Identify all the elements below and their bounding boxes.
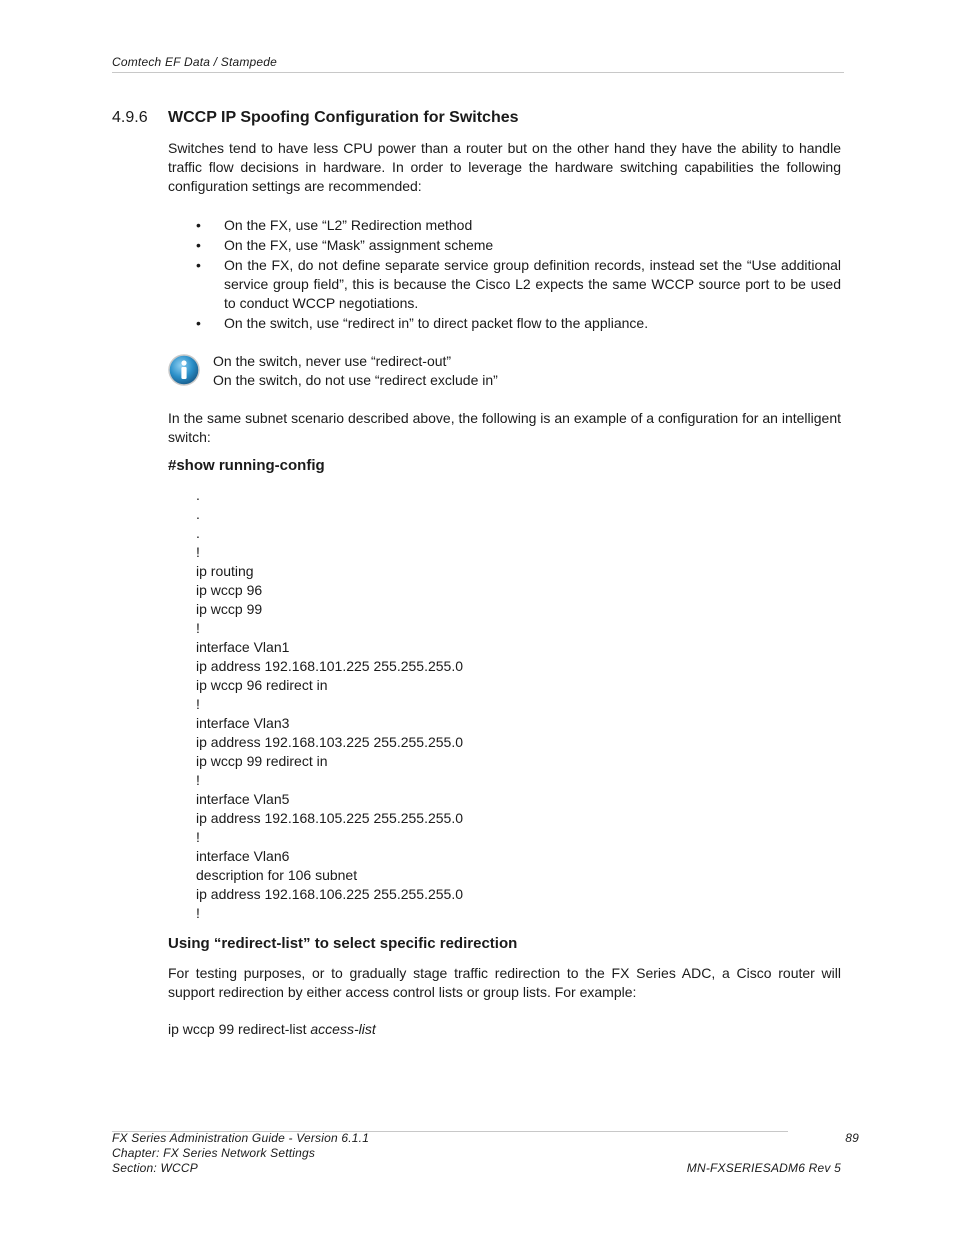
config-line: ip address 192.168.105.225 255.255.255.0 bbox=[196, 810, 464, 826]
config-listing bbox=[196, 486, 463, 923]
page-header: Comtech EF Data / Stampede bbox=[112, 55, 278, 69]
config-line: . bbox=[196, 525, 200, 541]
page-number: 89 bbox=[845, 1131, 859, 1145]
config-line: interface Vlan5 bbox=[196, 791, 290, 807]
info-icon bbox=[168, 354, 200, 386]
config-line: ip address 192.168.103.225 255.255.255.0 bbox=[196, 734, 464, 750]
config-line: ! bbox=[196, 544, 200, 560]
note-line: On the switch, never use “redirect-out” bbox=[213, 353, 452, 369]
config-line: ip wccp 96 redirect in bbox=[196, 677, 328, 693]
config-line: ! bbox=[196, 696, 200, 712]
example-intro-paragraph: In the same subnet scenario described above, the following is an example of a configuration for an intelligent switch: bbox=[168, 410, 841, 445]
example-command-text: ip wccp 99 redirect-list bbox=[168, 1021, 311, 1037]
config-line: ! bbox=[196, 905, 200, 921]
config-line: . bbox=[196, 506, 200, 522]
intro-paragraph: Switches tend to have less CPU power than a router but on the other hand they have the ability to handle traffic flow decisions in hardware. In order to leverage the hardware switching capabilities the following configuration settings are recommended: bbox=[168, 140, 841, 194]
config-line: ! bbox=[196, 829, 200, 845]
section-heading bbox=[112, 109, 519, 127]
config-heading: #show running-config bbox=[168, 457, 325, 474]
redirect-heading: Using “redirect-list” to select specific redirection bbox=[168, 935, 518, 952]
footer-chapter: Chapter: FX Series Network Settings bbox=[112, 1146, 316, 1160]
section-number: 4.9.6 bbox=[112, 109, 148, 126]
config-line: ip wccp 96 bbox=[196, 582, 263, 598]
footer-section: Section: WCCP bbox=[112, 1161, 198, 1175]
list-item: • On the FX, use “L2” Redirection method bbox=[168, 216, 841, 235]
config-line: description for 106 subnet bbox=[196, 867, 358, 883]
recommendation-list bbox=[168, 216, 841, 334]
document-id: MN-FXSERIESADM6 Rev 5 bbox=[686, 1161, 841, 1175]
example-command-arg: access-list bbox=[310, 1021, 376, 1037]
list-item: • On the switch, use “redirect in” to direct packet flow to the appliance. bbox=[168, 314, 841, 333]
config-line: ip wccp 99 redirect in bbox=[196, 753, 328, 769]
config-line: ip address 192.168.101.225 255.255.255.0 bbox=[196, 658, 464, 674]
config-line: . bbox=[196, 487, 200, 503]
config-line: interface Vlan3 bbox=[196, 715, 290, 731]
note-line: On the switch, do not use “redirect exclude in” bbox=[213, 372, 498, 388]
note-callout bbox=[213, 352, 498, 390]
section-title: WCCP IP Spoofing Configuration for Switches bbox=[168, 109, 519, 126]
config-line: ip routing bbox=[196, 563, 254, 579]
config-line: ! bbox=[196, 620, 200, 636]
example-command bbox=[168, 1021, 376, 1037]
footer-guide: FX Series Administration Guide - Version 6.1.1 bbox=[112, 1131, 370, 1145]
list-item: • On the FX, use “Mask” assignment scheme bbox=[168, 236, 841, 255]
list-item: • On the FX, do not define separate service group definition records, instead set the “Use additional service group field”, this is because the Cisco L2 expects the same WCCP source port to be used to conduct WCCP negotiations. bbox=[168, 256, 841, 313]
redirect-paragraph: For testing purposes, or to gradually stage traffic redirection to the FX Series ADC, a Cisco router will support redirection by either access control lists or group lists. For example: bbox=[168, 965, 841, 1000]
config-line: interface Vlan6 bbox=[196, 848, 290, 864]
header-divider bbox=[112, 72, 844, 73]
config-line: interface Vlan1 bbox=[196, 639, 290, 655]
config-line: ip wccp 99 bbox=[196, 601, 263, 617]
config-line: ! bbox=[196, 772, 200, 788]
config-line: ip address 192.168.106.225 255.255.255.0 bbox=[196, 886, 464, 902]
